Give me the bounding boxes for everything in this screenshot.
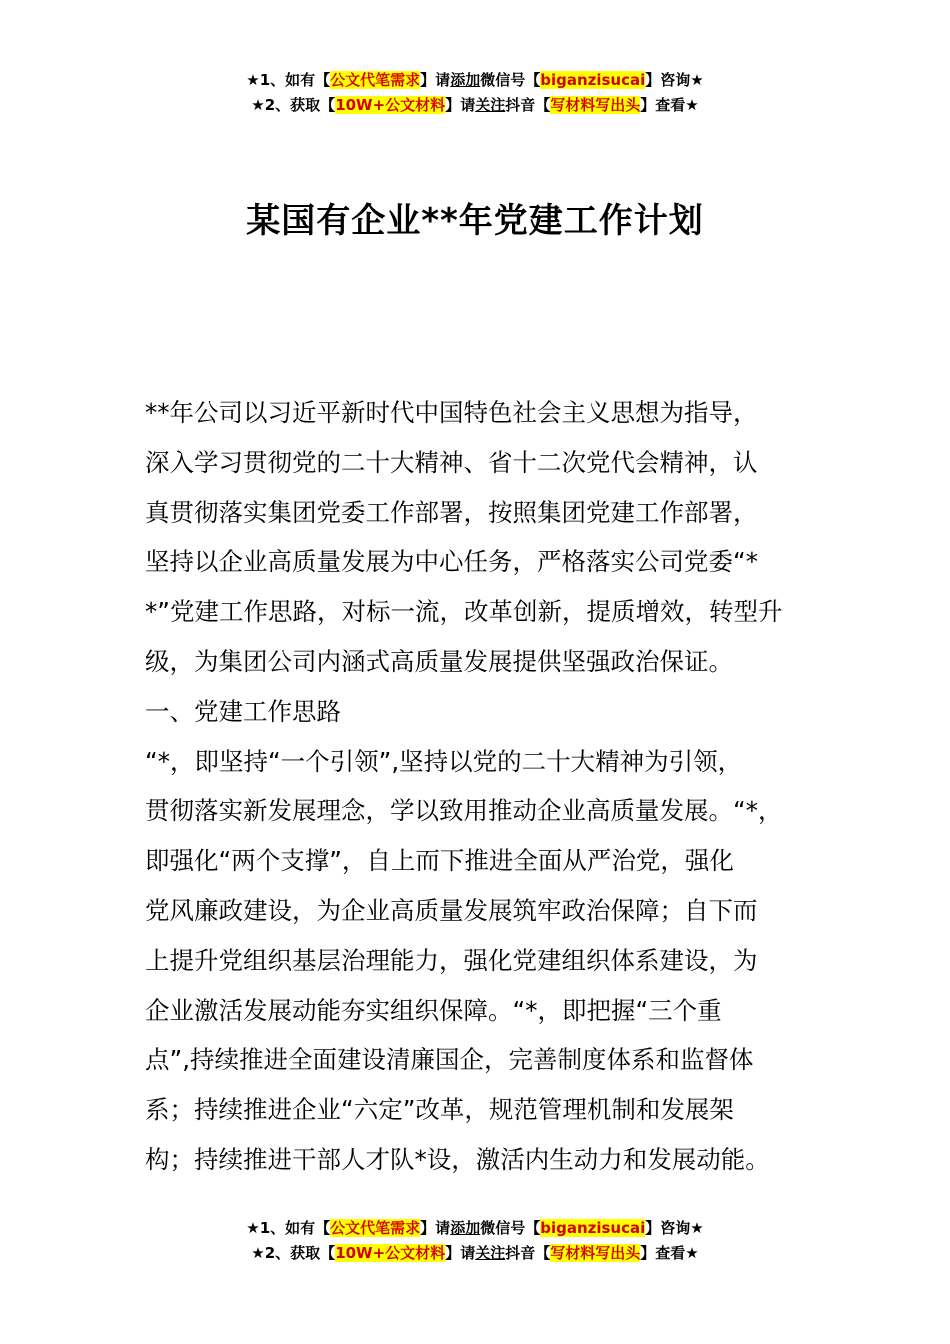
section-heading: 一、党建工作思路	[145, 696, 341, 726]
banner-line-2	[0, 1241, 950, 1266]
body-line: “*，即坚持“一个引领”,坚持以党的二十大精神为引领，	[145, 746, 743, 776]
banner-text: ★1、如有【	[246, 71, 331, 89]
banner-highlight: 10W+公文材料	[335, 96, 446, 114]
banner-wechat-id: biganzisucai	[540, 71, 646, 89]
banner-line-1	[0, 68, 950, 93]
banner-text: ★2、获取【	[251, 96, 336, 114]
banner-text: 】请	[420, 1219, 451, 1237]
banner-highlight: 公文代笔需求	[330, 71, 421, 89]
body-line: 级，为集团公司内涵式高质量发展提供坚强政治保证。	[145, 646, 733, 676]
banner-underline: 关注	[475, 1244, 506, 1262]
document-body	[145, 388, 835, 1185]
banner-highlight: 写材料写出头	[550, 1244, 641, 1262]
banner-text: ★1、如有【	[246, 1219, 331, 1237]
header-banner	[0, 68, 950, 118]
banner-text: ★2、获取【	[251, 1244, 336, 1262]
body-line: 党风廉政建设，为企业高质量发展筑牢政治保障；自下而	[145, 895, 758, 925]
banner-highlight: 公文代笔需求	[330, 1219, 421, 1237]
banner-highlight: 10W+公文材料	[335, 1244, 446, 1262]
banner-text: 微信号【	[480, 1219, 541, 1237]
banner-text: 微信号【	[480, 71, 541, 89]
banner-text: 】咨询★	[645, 1219, 704, 1237]
body-line: 系；持续推进企业“六定”改革，规范管理机制和发展架	[145, 1095, 734, 1125]
banner-line-1	[0, 1216, 950, 1241]
banner-underline: 关注	[475, 96, 506, 114]
banner-text: 】请	[445, 96, 476, 114]
body-line: *”党建工作思路，对标一流，改革创新，提质增效，转型升	[145, 597, 783, 627]
banner-text: 】查看★	[640, 1244, 699, 1262]
banner-line-2	[0, 93, 950, 118]
footer-banner	[0, 1216, 950, 1266]
banner-underline: 添加	[450, 1219, 481, 1237]
banner-wechat-id: biganzisucai	[540, 1219, 646, 1237]
banner-text: 】请	[420, 71, 451, 89]
body-line: 贯彻落实新发展理念，学以致用推动企业高质量发展。“*，	[145, 796, 783, 826]
body-line: 构；持续推进干部人才队*设，激活内生动力和发展动能。	[145, 1144, 770, 1174]
body-line: 企业激活发展动能夯实组织保障。“*，即把握“三个重	[145, 995, 722, 1025]
body-line: 深入学习贯彻党的二十大精神、省十二次党代会精神，认	[145, 447, 758, 477]
body-line: 即强化“两个支撑”，自上而下推进全面从严治党，强化	[145, 846, 734, 876]
banner-underline: 添加	[450, 71, 481, 89]
body-line: 点”,持续推进全面建设清廉国企，完善制度体系和监督体	[145, 1045, 754, 1075]
body-line: **年公司以习近平新时代中国特色社会主义思想为指导，	[145, 398, 758, 427]
body-line: 上提升党组织基层治理能力，强化党建组织体系建设，为	[145, 945, 758, 975]
body-line: 真贯彻落实集团党委工作部署，按照集团党建工作部署，	[145, 497, 758, 527]
banner-text: 抖音【	[505, 1244, 551, 1262]
banner-highlight: 写材料写出头	[550, 96, 641, 114]
banner-text: 】查看★	[640, 96, 699, 114]
banner-text: 】咨询★	[645, 71, 704, 89]
body-line: 坚持以企业高质量发展为中心任务，严格落实公司党委“*	[145, 547, 758, 577]
document-title: 某国有企业**年党建工作计划	[246, 201, 704, 241]
banner-text: 】请	[445, 1244, 476, 1262]
banner-text: 抖音【	[505, 96, 551, 114]
